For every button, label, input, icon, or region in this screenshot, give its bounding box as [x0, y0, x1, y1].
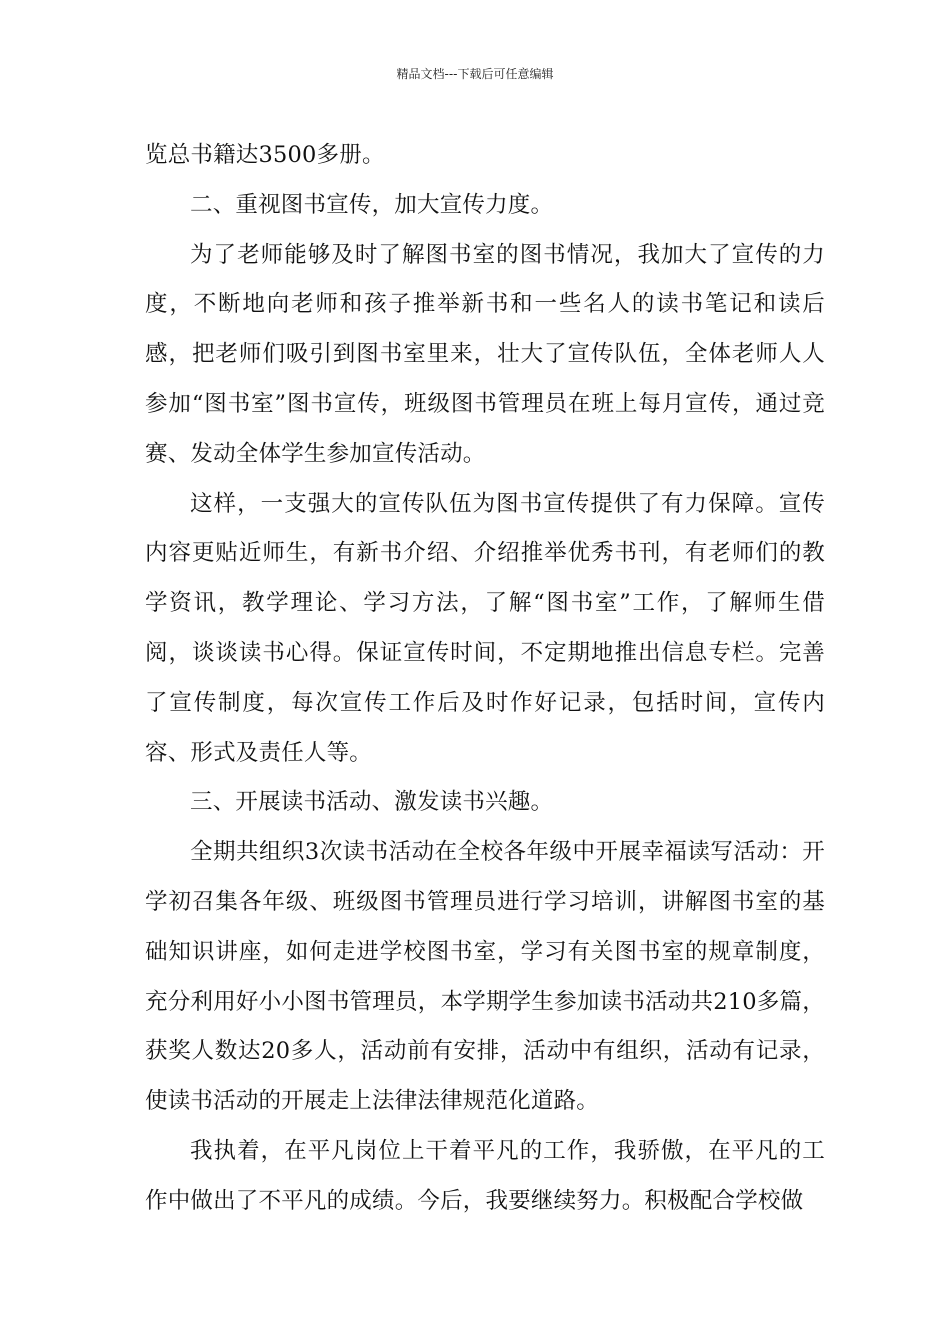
paragraph-reading-activities: 全期共组织3次读书活动在全校各年级中开展幸福读写活动：开学初召集各年级、班级图书管理员进行学习培训，讲解图书室的基础知识讲座，如何走进学校图书室，学习有关图书室的规章制度，充分利用好小小图书管理员，本学期学生参加读书活动共210多篇，获奖人数达20多人，活动前有安排，活动中有组织，活动有记录，使读书活动的开展走上法律法律规范化道路。 — [145, 839, 825, 1115]
document-body — [145, 131, 825, 1227]
paragraph-continuation: 览总书籍达3500多册。 — [145, 142, 385, 168]
paragraph-publicity-team: 这样，一支强大的宣传队伍为图书宣传提供了有力保障。宣传内容更贴近师生，有新书介绍、介绍推举优秀书刊，有老师们的教学资讯，教学理论、学习方法，了解“图书室”工作，了解师生借阅，谈谈读书心得。保证宣传时间，不定期地推出信息专栏。完善了宣传制度，每次宣传工作后及时作好记录，包括时间，宣传内容、形式及责任人等。 — [145, 490, 825, 766]
section-heading-2: 二、重视图书宣传，加大宣传力度。 — [190, 191, 554, 218]
section-heading-3: 三、开展读书活动、激发读书兴趣。 — [190, 789, 554, 816]
paragraph-conclusion: 我执着，在平凡岗位上干着平凡的工作，我骄傲，在平凡的工作中做出了不平凡的成绩。今后，我要继续努力。积极配合学校做 — [145, 1137, 825, 1214]
page-header: 精品文档---下载后可任意编辑 — [396, 67, 554, 81]
paragraph-publicity: 为了老师能够及时了解图书室的图书情况，我加大了宣传的力度，不断地向老师和孩子推举新书和一些名人的读书笔记和读后感，把老师们吸引到图书室里来，壮大了宣传队伍，全体老师人人参加“图书室”图书宣传，班级图书管理员在班上每月宣传，通过竞赛、发动全体学生参加宣传活动。 — [145, 241, 825, 467]
